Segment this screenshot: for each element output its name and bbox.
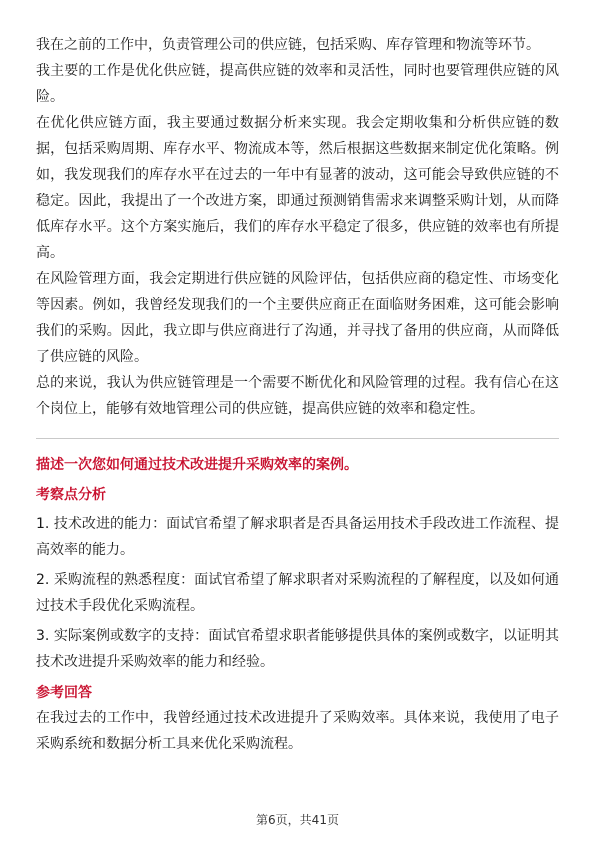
reference-heading: 参考回答	[36, 685, 92, 701]
intro-paragraph-5: 总的来说，我认为供应链管理是一个需要不断优化和风险管理的过程。我有信心在这个岗位上，能够有效地管理公司的供应链，提高供应链的效率和稳定性。	[36, 375, 559, 417]
reference-answer: 在我过去的工作中，我曾经通过技术改进提升了采购效率。具体来说，我使用了电子采购系统和数据分析工具来优化采购流程。	[36, 710, 559, 752]
analysis-item-2: 2. 采购流程的熟悉程度：面试官希望了解求职者对采购流程的了解程度，以及如何通过技术手段优化采购流程。	[36, 572, 559, 614]
intro-paragraph-2: 我主要的工作是优化供应链，提高供应链的效率和灵活性，同时也要管理供应链的风险。	[36, 63, 559, 105]
intro-paragraph-3: 在优化供应链方面，我主要通过数据分析来实现。我会定期收集和分析供应链的数据，包括采购周期、库存水平、物流成本等，然后根据这些数据来制定优化策略。例如，我发现我们的库存水平在过去的一年中有显著的波动，这可能会导致供应链的不稳定。因此，我提出了一个改进方案，即通过预测销售需求来调整采购计划，从而降低库存水平。这个方案实施后，我们的库存水平稳定了很多，供应链的效率也有所提高。	[36, 115, 559, 261]
analysis-heading: 考察点分析	[36, 487, 106, 503]
analysis-item-1: 1. 技术改进的能力：面试官希望了解求职者是否具备运用技术手段改进工作流程、提高效率的能力。	[36, 516, 559, 558]
intro-paragraph-4: 在风险管理方面，我会定期进行供应链的风险评估，包括供应商的稳定性、市场变化等因素。例如，我曾经发现我们的一个主要供应商正在面临财务困难，这可能会影响我们的采购。因此，我立即与供应商进行了沟通，并寻找了备用的供应商，从而降低了供应链的风险。	[36, 271, 559, 365]
analysis-item-3: 3. 实际案例或数字的支持：面试官希望求职者能够提供具体的案例或数字，以证明其技术改进提升采购效率的能力和经验。	[36, 628, 559, 670]
question-heading: 描述一次您如何通过技术改进提升采购效率的案例。	[36, 457, 358, 473]
intro-paragraph-1: 我在之前的工作中，负责管理公司的供应链，包括采购、库存管理和物流等环节。	[36, 37, 540, 53]
page-number: 第6页，共41页	[256, 813, 339, 827]
section-divider	[36, 438, 559, 439]
document-body	[36, 32, 559, 757]
